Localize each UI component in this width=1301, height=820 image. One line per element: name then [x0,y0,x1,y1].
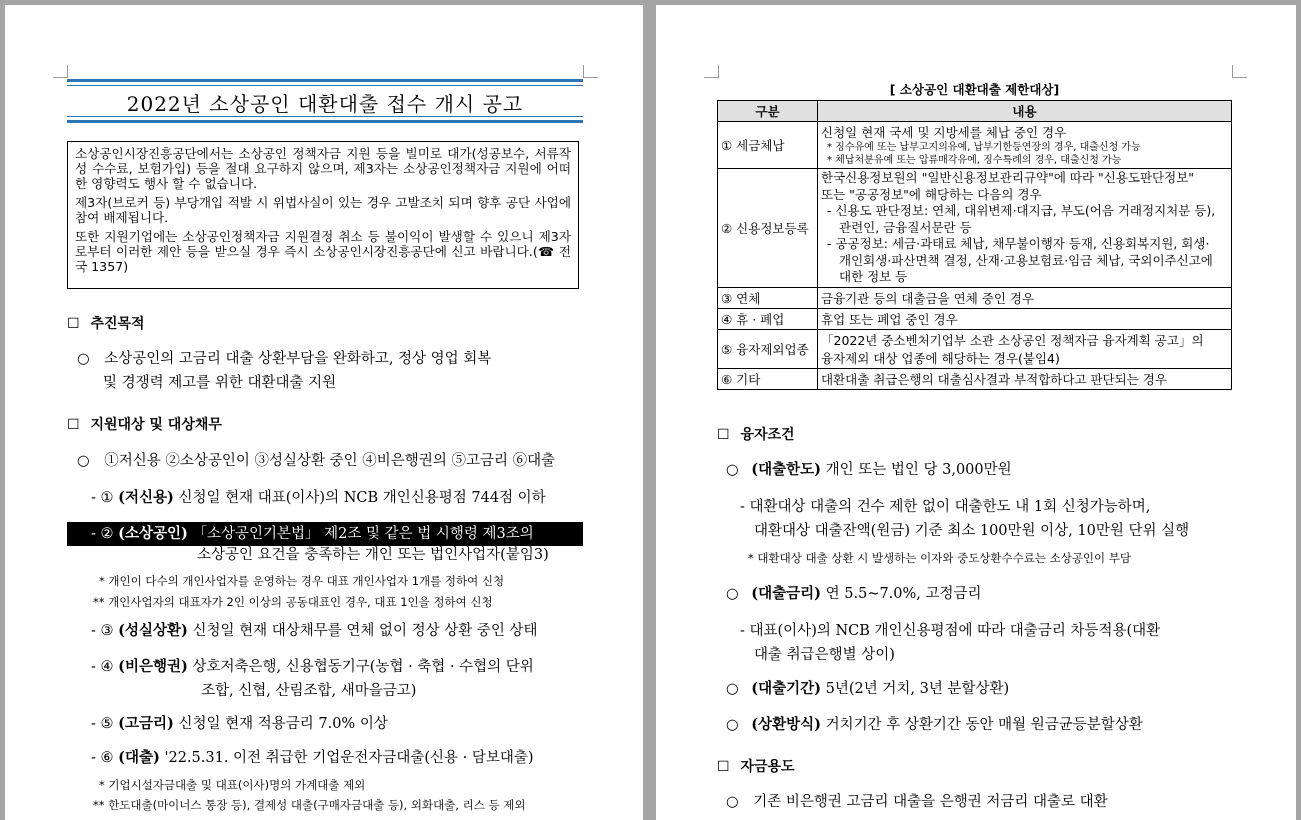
criteria-repayment [91,619,538,643]
item-text: 신청일 현재 대상채무를 연체 없이 정상 상환 중인 상태 [192,623,538,639]
criteria-high-interest [91,712,388,736]
item-marker: - ⑤ [91,716,114,732]
criteria-non-bank [91,655,534,679]
crop-mark [583,65,598,78]
document-page-1 [5,5,643,820]
item-marker: - ④ [91,659,114,675]
item-label: (비은행권) [118,658,188,675]
page-title: 2022년 소상공인 대환대출 접수 개시 공고 [126,92,524,116]
checkbox-icon: ☐ [67,316,80,332]
section-title: 자금용도 [740,759,795,775]
row-content [818,169,1232,288]
crop-mark [53,65,68,78]
item-marker: - ① [91,490,114,506]
row-line: - 공공정보: 세금·과태료 체납, 채무불이행자 등재, 신용회복지원, 회생· [827,236,1210,251]
term-repayment-method [726,713,1143,737]
row-line: 관련인, 금융질서문란 등 [839,219,972,235]
footnote: * 기업시설자금대출 및 대표(이사)명의 가계대출 제외 [99,778,366,792]
term-loan-period [726,677,1009,701]
row-label: ⑥ 기타 [718,368,818,389]
term-label: (상환방식) [751,716,822,733]
checkbox-icon: ☐ [717,427,730,443]
section-heading-fund-use [717,756,795,776]
table-row [718,287,1232,308]
term-label: (대출금리) [751,585,822,602]
row-line: 또는 "공공정보"에 해당하는 다음의 경우 [821,186,1042,202]
title-banner [67,79,583,123]
fund-use-text: 기존 비은행권 고금리 대출을 은행권 저금리 대출로 대환 [753,794,1108,810]
table-caption: [ 소상공인 대환대출 제한대상] [889,82,1060,97]
crop-mark [1232,65,1247,78]
row-content: 금융기관 등의 대출금을 연체 중인 경우 [818,287,1232,308]
circle-bullet-icon: ○ [77,453,90,469]
section-title: 융자조건 [740,427,795,443]
row-line: 한국신용정보원의 "일반신용정보관리규약"에 따라 "신용도판단정보" [821,170,1195,185]
item-label: (대출) [118,749,160,766]
criteria-low-credit [91,486,546,510]
item-text: 「소상공인기본법」 제2조 및 같은 법 시행령 제3조의 [192,526,534,542]
section-title: 추진목적 [90,316,145,332]
term-detail: 대환대상 대출잔액(원금) 기준 최소 100만원 이상, 10만원 단위 실행 [754,523,1190,539]
table-header-row [718,101,1232,122]
term-label: (대출한도) [751,461,822,478]
circle-bullet-icon: ○ [726,794,739,810]
table-row [718,308,1232,329]
fund-use-item [726,790,1108,814]
restriction-table [717,100,1232,390]
checkbox-icon: ☐ [67,417,80,433]
row-line: 신청일 현재 국세 및 지방세를 체납 중인 경우 [821,125,1067,140]
term-text: 거치기간 후 상환기간 동안 매월 원금균등분할상환 [825,717,1143,733]
item-label: (성실상환) [118,622,188,639]
target-text: ①저신용 ②소상공인이 ③성실상환 중인 ④비은행권의 ⑤고금리 ⑥대출 [104,453,556,469]
row-line: - 신용도 판단정보: 연체, 대위변제·대지급, 부도(어음 거래정지처분 등), [827,203,1216,218]
criteria-small-business-cont: 소상공인 요건을 충족하는 개인 또는 법인사업자(붙임3) [197,547,549,563]
row-content [818,122,1232,169]
term-label: (대출기간) [751,680,822,697]
item-text: 상호저축은행, 신용협동기구(농협 · 축협 · 수협의 단위 [192,659,534,675]
table-row [718,329,1232,368]
footnote: * 개인이 다수의 개인사업자를 운영하는 경우 대표 개인사업자 1개를 정하여 신청 [99,574,505,588]
crop-mark [704,65,719,78]
table-row [718,122,1232,169]
term-text: 연 5.5~7.0%, 고정금리 [825,586,982,602]
footnote: ** 한도대출(마이너스 통장 등), 결제성 대출(구매자금대출 등), 외화대출, 리스 등 제외 [93,798,526,812]
document-page-2 [656,5,1296,820]
row-label: ④ 휴 · 폐업 [718,308,818,329]
criteria-non-bank-cont: 조합, 신협, 산림조합, 새마을금고) [201,683,417,699]
footnote: * 대환대상 대출 상환 시 발생하는 이자와 중도상환수수료는 소상공인이 부담 [748,551,1132,565]
row-content: 대환대출 취급은행의 대출심사결과 부적합하다고 판단되는 경우 [818,368,1232,389]
row-line: 대한 정보 등 [839,269,908,284]
footnote: ** 개인사업자의 대표자가 2인 이상의 공동대표인 경우, 대표 1인을 정하여 신청 [93,595,493,609]
circle-bullet-icon: ○ [726,717,739,733]
term-text: 개인 또는 법인 당 3,000만원 [825,462,1012,478]
row-content: 휴업 또는 폐업 중인 경우 [818,308,1232,329]
target-item [77,449,555,473]
item-text: 신청일 현재 대표(이사)의 NCB 개인신용평점 744점 이하 [178,490,546,506]
purpose-text-cont: 및 경쟁력 제고를 위한 대환대출 지원 [103,375,337,391]
circle-bullet-icon: ○ [726,462,739,478]
item-label: (저신용) [118,489,174,506]
row-line: 「2022년 중소벤처기업부 소관 소상공인 정책자금 융자계획 공고」의 [821,332,1204,348]
term-detail: - 대환대상 대출의 건수 제한 없이 대출한도 내 1회 신청가능하며, [740,499,1151,515]
circle-bullet-icon: ○ [726,681,739,697]
table-row [718,169,1232,288]
row-line: 융자제외 대상 업종에 해당하는 경우(붙임4) [821,350,1060,366]
row-line: 개인회생·파산면책 결정, 산재·고용보험료·임금 체납, 국외이주신고에 [839,252,1213,268]
section-title: 지원대상 및 대상채무 [90,417,222,433]
table-header-cell: 구분 [718,101,818,122]
term-interest-rate [726,582,982,606]
circle-bullet-icon: ○ [726,586,739,602]
row-label: ③ 연체 [718,287,818,308]
notice-paragraph: 또한 지원기업에는 소상공인정책자금 지원결정 취소 등 불이익이 발생할 수 있으니 제3자로부터 이러한 제안 등을 받으실 경우 즉시 소상공인시장진흥공단에 신고 바랍니다.(☎ 전국 1357) [75,229,571,274]
row-content [818,329,1232,368]
circle-bullet-icon: ○ [77,351,90,367]
item-marker: - ⑥ [91,750,114,766]
section-heading-target [67,414,222,434]
item-label: (소상공인) [118,525,188,542]
row-label: ① 세금체납 [718,122,818,169]
term-text: 5년(2년 거치, 3년 분할상환) [825,681,1010,697]
purpose-item [77,347,587,371]
item-marker: - ③ [91,623,114,639]
section-heading-purpose [67,313,145,333]
row-subnote: * 체납처분유예 또는 압류매각유예, 징수특례의 경우, 대출신청 가능 [827,155,1122,166]
table-header-cell: 내용 [818,101,1232,122]
item-label: (고금리) [118,715,174,732]
term-loan-limit [726,458,1012,482]
item-text: '22.5.31. 이전 취급한 기업운전자금대출(신용 · 담보대출) [164,750,534,766]
term-detail: 대출 취급은행별 상이) [754,647,895,663]
checkbox-icon: ☐ [717,759,730,775]
row-label: ② 신용정보등록 [718,169,818,288]
row-subnote: * 징수유예 또는 납부고지의유예, 납부기한등연장의 경우, 대출신청 가능 [827,142,1141,153]
table-row [718,368,1232,389]
notice-paragraph: 제3자(브로커 등) 부당개입 적발 시 위법사실이 있는 경우 고발조치 되며 향후 공단 사업에 참여 배제됩니다. [75,195,571,225]
purpose-text: 소상공인의 고금리 대출 상환부담을 완화하고, 정상 영업 회복 [104,351,492,367]
warning-notice-box [67,141,579,289]
section-heading-loan-terms [717,424,795,444]
term-detail: - 대표(이사)의 NCB 개인신용평점에 따라 대출금리 차등적용(대환 [740,623,1161,639]
notice-paragraph: 소상공인시장진흥공단에서는 소상공인 정책자금 지원 등을 빌미로 대가(성공보수, 서류작성 수수료, 보험가입) 등을 절대 요구하지 않으며, 제3자는 소상공인정책자금 지원에 어떠한 영향력도 행사 할 수 없습니다. [75,146,571,191]
item-marker: - ② [91,526,114,542]
criteria-loan [91,746,534,770]
row-label: ⑤ 융자제외업종 [718,329,818,368]
item-text: 신청일 현재 적용금리 7.0% 이상 [178,716,388,732]
